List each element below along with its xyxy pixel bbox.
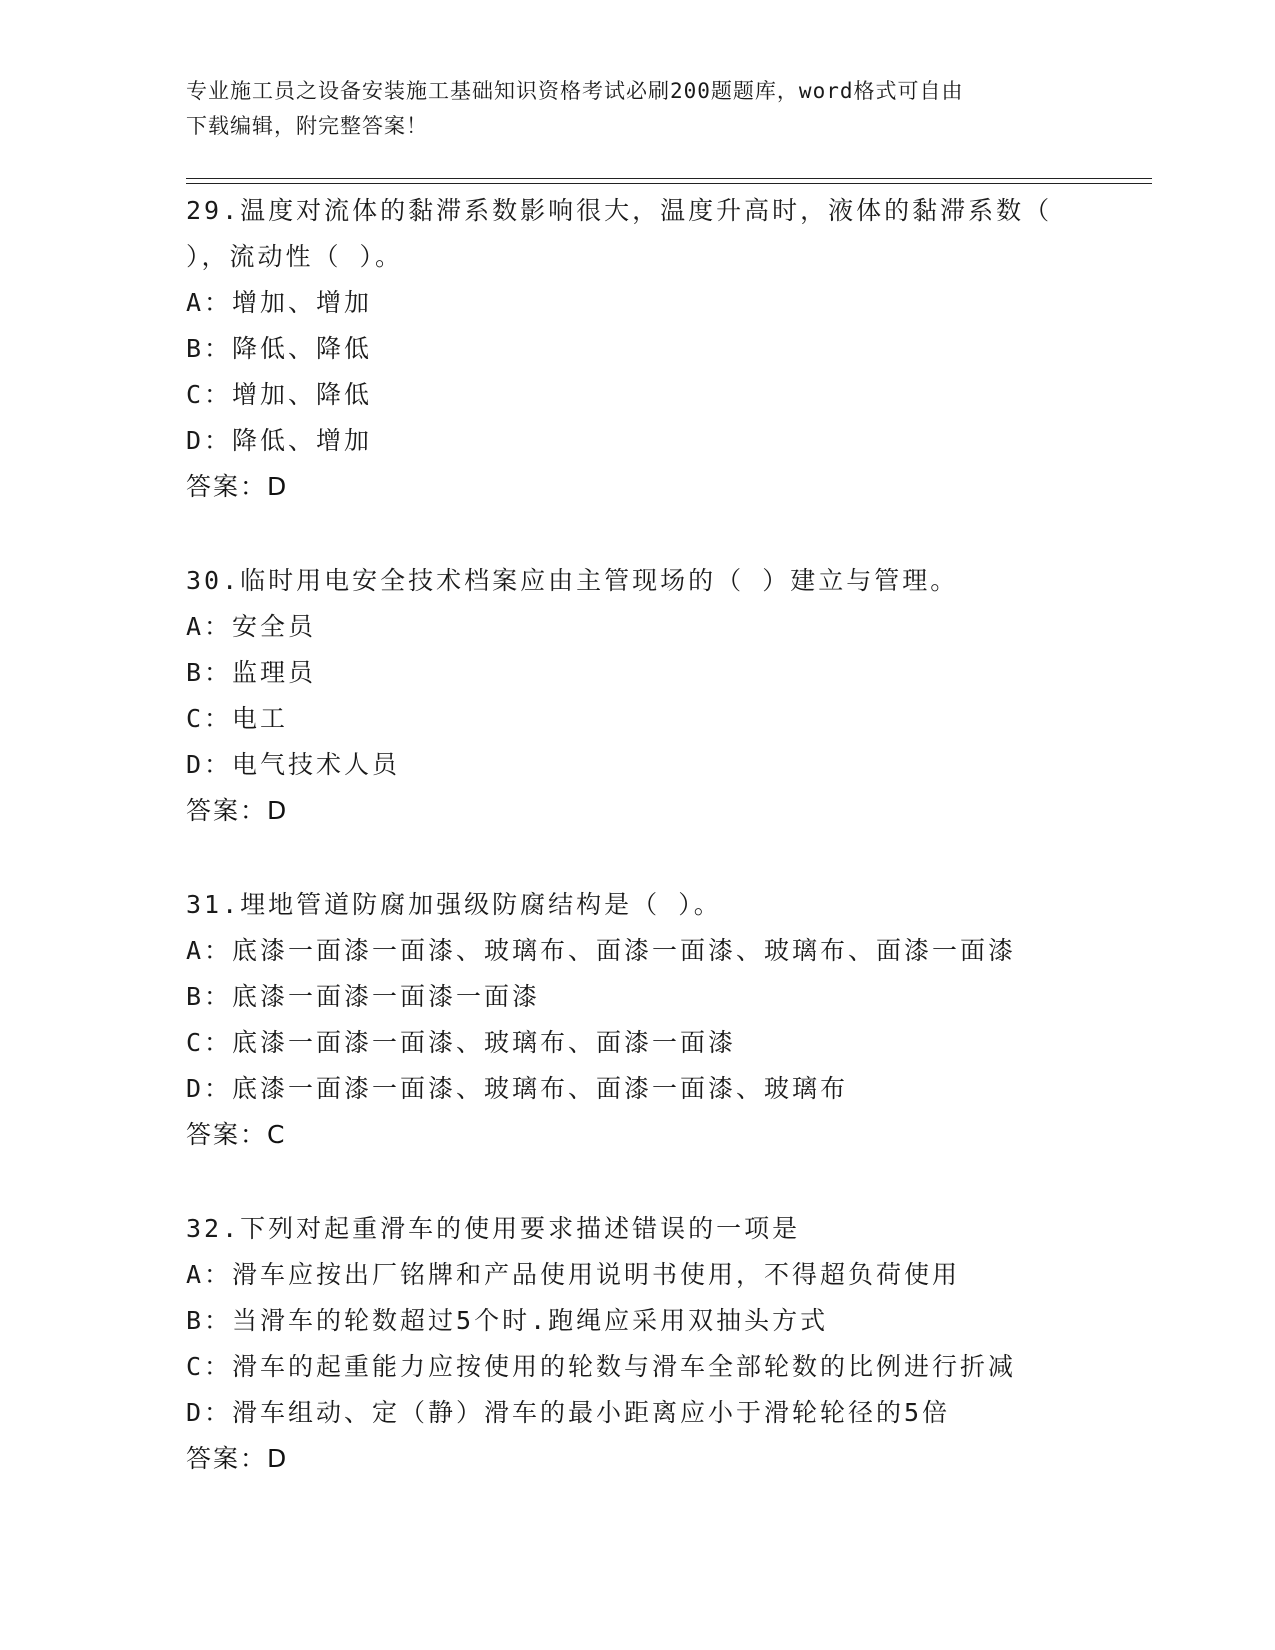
question-list	[186, 188, 1146, 1482]
option-d: D：底漆一面漆一面漆、玻璃布、面漆一面漆、玻璃布	[186, 1074, 849, 1103]
answer: 答案：D	[186, 796, 289, 825]
header-line-2: 下载编辑，附完整答案！	[186, 114, 428, 138]
header-divider-top	[186, 178, 1152, 179]
question-stem: 29.温度对流体的黏滞系数影响很大，温度升高时，液体的黏滞系数（	[186, 196, 1053, 225]
question-spacer	[186, 510, 1146, 558]
option-c: C：电工	[186, 704, 289, 733]
option-c: C：底漆一面漆一面漆、玻璃布、面漆一面漆	[186, 1028, 737, 1057]
option-a: A：滑车应按出厂铭牌和产品使用说明书使用，不得超负荷使用	[186, 1260, 961, 1289]
option-c: C：增加、降低	[186, 380, 373, 409]
option-b: B：底漆一面漆一面漆一面漆	[186, 982, 541, 1011]
question-stem: 31.埋地管道防腐加强级防腐结构是（ ）。	[186, 890, 722, 919]
question-spacer	[186, 1158, 1146, 1206]
option-b: B：降低、降低	[186, 334, 373, 363]
option-a: A：底漆一面漆一面漆、玻璃布、面漆一面漆、玻璃布、面漆一面漆	[186, 936, 1017, 965]
answer: 答案：D	[186, 1444, 289, 1473]
answer: 答案：C	[186, 1120, 287, 1149]
option-d: D：电气技术人员	[186, 750, 401, 779]
question-stem-continued: ），流动性（ ）。	[186, 242, 404, 271]
option-b: B：监理员	[186, 658, 317, 687]
document-header	[186, 74, 1086, 144]
option-b: B：当滑车的轮数超过5个时.跑绳应采用双抽头方式	[186, 1306, 829, 1335]
question-31	[186, 882, 1146, 1158]
option-a: A：增加、增加	[186, 288, 373, 317]
answer: 答案：D	[186, 472, 289, 501]
question-32	[186, 1206, 1146, 1482]
question-stem: 30.临时用电安全技术档案应由主管现场的（ ）建立与管理。	[186, 566, 959, 595]
option-d: D：降低、增加	[186, 426, 373, 455]
option-a: A：安全员	[186, 612, 317, 641]
option-d: D：滑车组动、定（静）滑车的最小距离应小于滑轮轮径的5倍	[186, 1398, 951, 1427]
header-line-1: 专业施工员之设备安装施工基础知识资格考试必刷200题题库，word格式可自由	[186, 79, 964, 103]
question-30	[186, 558, 1146, 834]
question-29	[186, 188, 1146, 510]
header-divider-bottom	[186, 183, 1152, 184]
question-stem: 32.下列对起重滑车的使用要求描述错误的一项是	[186, 1214, 801, 1243]
question-spacer	[186, 834, 1146, 882]
option-c: C：滑车的起重能力应按使用的轮数与滑车全部轮数的比例进行折减	[186, 1352, 1017, 1381]
